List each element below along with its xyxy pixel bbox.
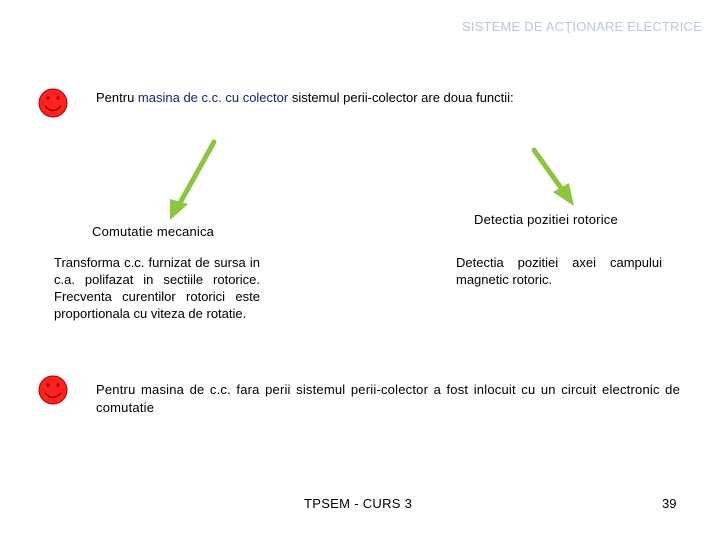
right-body: Detectia pozitiei axei campului magnetic rotoric. — [456, 255, 662, 287]
left-body: Transforma c.c. furnizat de sursa in c.a. polifazat in sectiile rotorice. Frecventa curentilor rotorici este proportionala cu viteza de rotatie. — [54, 255, 260, 321]
smiley-icon — [38, 375, 68, 405]
footer-course: TPSEM - CURS 3 — [304, 496, 413, 511]
slide-header: SISTEME DE ACŢIONARE ELECTRICE — [461, 19, 702, 34]
second-paragraph: Pentru masina de c.c. fara perii sistemul perii-colector a fost inlocuit cu un circuit electronic de comutatie — [96, 382, 680, 415]
right-heading: Detectia pozitiei rotorice — [474, 212, 618, 227]
intro-highlight: masina de c.c. cu colector — [137, 90, 289, 105]
arrow-down-right-icon — [534, 150, 574, 206]
arrow-down-left-icon — [170, 142, 214, 220]
intro-prefix: Pentru — [96, 90, 138, 105]
intro-paragraph — [96, 90, 514, 105]
page-number: 39 — [662, 496, 677, 511]
left-heading: Comutatie mecanica — [92, 224, 215, 239]
smiley-icon — [38, 88, 68, 118]
intro-suffix: sistemul perii-colector are doua functii: — [288, 90, 514, 105]
